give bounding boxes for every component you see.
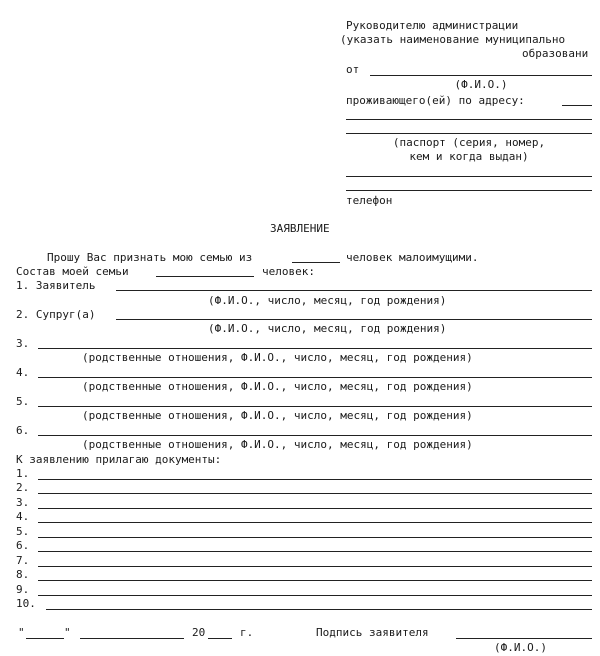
member-field[interactable] — [38, 435, 592, 436]
address-field-1[interactable] — [562, 105, 592, 106]
addressee-line-1: Руководителю администрации — [346, 19, 519, 32]
document-title: ЗАЯВЛЕНИЕ — [270, 222, 330, 235]
document-label: 6. — [16, 539, 30, 552]
fio-caption: (Ф.И.О.) — [454, 78, 508, 91]
document-field[interactable] — [46, 609, 592, 610]
document-label: 4. — [16, 510, 30, 523]
documents-label: К заявлению прилагаю документы: — [16, 453, 222, 466]
member-label: 5. — [16, 395, 30, 408]
document-field[interactable] — [38, 537, 592, 538]
member-caption: (Ф.И.О., число, месяц, год рождения) — [208, 294, 447, 307]
member-field[interactable] — [116, 290, 592, 291]
document-field[interactable] — [38, 508, 592, 509]
document-label: 7. — [16, 554, 30, 567]
member-label: 3. — [16, 337, 30, 350]
member-caption: (родственные отношения, Ф.И.О., число, месяц, год рождения) — [82, 438, 473, 451]
passport-caption-1: (паспорт (серия, номер, — [392, 136, 546, 149]
date-year-field[interactable] — [208, 638, 232, 639]
passport-caption-2: кем и когда выдан) — [409, 150, 529, 163]
member-caption: (Ф.И.О., число, месяц, год рождения) — [208, 322, 447, 335]
addressee-line-3: образовани — [522, 47, 589, 60]
passport-field-2[interactable] — [346, 190, 592, 191]
document-field[interactable] — [38, 580, 592, 581]
document-field[interactable] — [38, 522, 592, 523]
signature-field[interactable] — [456, 638, 592, 639]
document-label: 2. — [16, 481, 30, 494]
address-field-2[interactable] — [346, 119, 592, 120]
request-text-1: Прошу Вас признать мою семью из — [47, 251, 253, 264]
member-caption: (родственные отношения, Ф.И.О., число, месяц, год рождения) — [82, 351, 473, 364]
member-field[interactable] — [116, 319, 592, 320]
date-day-field[interactable] — [26, 638, 64, 639]
member-caption: (родственные отношения, Ф.И.О., число, месяц, год рождения) — [82, 380, 473, 393]
date-year-suffix: г. — [240, 626, 254, 639]
document-field[interactable] — [38, 493, 592, 494]
passport-field-1[interactable] — [346, 176, 592, 177]
signature-label: Подпись заявителя — [316, 626, 429, 639]
document-label: 3. — [16, 496, 30, 509]
document-field[interactable] — [38, 551, 592, 552]
member-label: 2. Супруг(а) — [16, 308, 96, 321]
member-label: 6. — [16, 424, 30, 437]
family-text-2: человек: — [262, 265, 315, 278]
addressee-line-2: (указать наименование муниципально — [340, 33, 566, 46]
address-field-3[interactable] — [346, 133, 592, 134]
family-text-1: Состав моей семьи — [16, 265, 129, 278]
member-caption: (родственные отношения, Ф.И.О., число, месяц, год рождения) — [82, 409, 473, 422]
member-label: 1. Заявитель — [16, 279, 96, 292]
family-size-field[interactable] — [156, 276, 254, 277]
signature-caption: (Ф.И.О.) — [494, 641, 547, 654]
document-label: 9. — [16, 583, 30, 596]
member-label: 4. — [16, 366, 30, 379]
family-count-field[interactable] — [292, 262, 340, 263]
document-label: 10. — [16, 597, 36, 610]
document-field[interactable] — [38, 566, 592, 567]
document-label: 1. — [16, 467, 30, 480]
request-text-2: человек малоимущими. — [346, 251, 479, 264]
document-label: 5. — [16, 525, 30, 538]
member-field[interactable] — [38, 377, 592, 378]
document-field[interactable] — [38, 595, 592, 596]
date-quote-open: " — [18, 626, 25, 639]
phone-label: телефон — [346, 194, 393, 207]
date-year-prefix: 20 — [192, 626, 206, 639]
from-name-field[interactable] — [370, 75, 592, 76]
document-field[interactable] — [38, 479, 592, 480]
date-quote-close: " — [64, 626, 71, 639]
address-label: проживающего(ей) по адресу: — [346, 94, 525, 107]
document-label: 8. — [16, 568, 30, 581]
member-field[interactable] — [38, 406, 592, 407]
date-month-field[interactable] — [80, 638, 184, 639]
member-field[interactable] — [38, 348, 592, 349]
from-label: от — [346, 63, 360, 76]
